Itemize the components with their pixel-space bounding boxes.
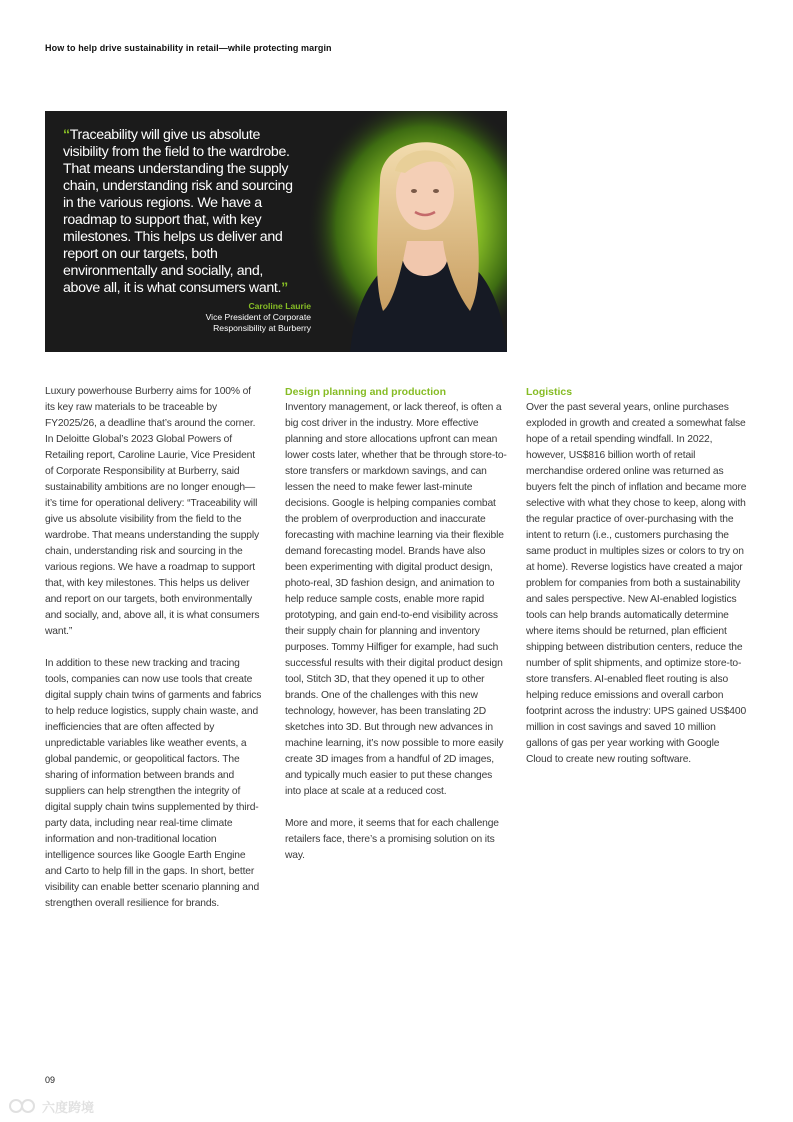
body-column-3 — [526, 384, 748, 784]
body-paragraph: More and more, it seems that for each challenge retailers face, there’s a promising solution on its way. — [285, 818, 499, 861]
quote-line: report on our targets, both — [63, 246, 218, 262]
quote-line: milestones. This helps us deliver and — [63, 229, 283, 245]
quote-open-mark: “ — [63, 127, 70, 143]
quote-attribution — [206, 301, 311, 334]
quote-close-mark: ” — [281, 280, 288, 296]
body-column-2 — [285, 384, 507, 880]
quote-line: chain, understanding risk and sourcing — [63, 178, 293, 194]
attribution-role: Vice President of Corporate — [205, 312, 311, 322]
running-head-title: How to help drive sustainability in retail—while protecting margin — [45, 43, 332, 53]
section-heading-logistics: Logistics — [526, 386, 573, 398]
page-number: 09 — [45, 1075, 56, 1085]
body-paragraph: Over the past several years, online purchases exploded in growth and created a somewhat false hope of a retail spending windfall. In 2022, however, US$816 billion worth of retail merchandise ordered online was returned as buyers felt the pinch of inflation and became more selective with what they chose to keep, along with the regular practice of over-purchasing with the intent to return (i.e., customers purchasing the same product in multiples sizes or colors to try on at home). Reverse logistics have created a major problem for companies from both a sustainability and sales perspective. New AI-enabled logistics tools can help brands automatically determine where items should be returned, plan efficient shipping between distribution centers, reduce the number of split shipments, and optimize store-to-store transfers. AI-enabled fleet routing is also helping reduce emissions and overall carbon footprint across the industry: UPS gained US$400 million in cost savings and saved 10 million gallons of gas per year working with Google Cloud to create new routing software. — [526, 402, 747, 765]
pull-quote-panel — [45, 111, 507, 352]
quote-line: environmentally and socially, and, — [63, 263, 263, 279]
quote-line: Traceability will give us absolute — [69, 127, 260, 143]
attribution-role: Responsibility at Burberry — [213, 323, 311, 333]
body-paragraph: Luxury powerhouse Burberry aims for 100% of its key raw materials to be traceable by FY2025/26, a deadline that’s around the corner. In Deloitte Global’s 2023 Global Powers of Retailing report, Caroline Laurie, Vice President of Corporate Responsibility at Burberry, said sustainability ambitions are no longer enough—it’s time for operational delivery: “Traceability will give us absolute visibility from the field to the wardrobe. That means understanding the supply chain, understanding risk and sourcing in the various regions. We have a roadmap to support that, with key milestones. This helps us deliver and report on our targets, both environmentally and socially, and, above all, it is what consumers want.” — [45, 386, 260, 637]
quote-line: visibility from the field to the wardrobe. — [63, 144, 290, 160]
body-paragraph: In addition to these new tracking and tracing tools, companies can now use tools that create digital supply chain twins of garments and fabrics to help reduce logistics, supply chain waste, and inefficiencies that are often affected by unpredictable variables like weather events, a global pandemic, or geopolitical factors. The sharing of information between brands and suppliers can help strengthen the integrity of digital supply chain twins supplemented by third-party data, including near real-time climate information and non-traditional location intelligence sources like Google Earth Engine and Carto to help fill in the gaps. In short, better visibility can enable better scenario planning and strengthen overall resilience for brands. — [45, 658, 262, 909]
section-heading-design: Design planning and production — [285, 386, 446, 398]
pull-quote-text — [63, 127, 328, 297]
quote-line: in the various regions. We have a — [63, 195, 262, 211]
attribution-name: Caroline Laurie — [248, 301, 311, 311]
quote-line: That means understanding the supply — [63, 161, 289, 177]
quote-line: above all, it is what consumers want. — [63, 280, 282, 296]
watermark-text: 六度跨境 — [42, 1099, 95, 1115]
body-column-1 — [45, 384, 263, 928]
watermark — [8, 1096, 94, 1116]
watermark-logo-icon — [8, 1098, 38, 1114]
quote-line: roadmap to support that, with key — [63, 212, 262, 228]
body-paragraph: Inventory management, or lack thereof, is often a big cost driver in the industry. More effective planning and store allocations upfront can mean lower costs later, whether that be through store-to-store transfers or markdown savings, and can lessen the need to make fewer last-minute decisions. Google is helping companies combat the problem of overproduction and inaccurate forecasting with machine learning via their flexible demand forecasting model. Brands have also been experimenting with digital product design, photo-real, 3D fashion design, and animation to help reduce sample costs, enable more rapid prototyping, and gain end-to-end visibility across their supply chain for planning and inventory purposes. Tommy Hilfiger for example, had such successful results with their digital product design tool, Stitch 3D, that they opened it up to other brands. One of the challenges with this new technology, however, has been translating 2D sketches into 3D. But through new advances in machine learning, it’s now possible to more easily create 3D images from a handful of 2D images, and typically much easier to put these changes into place at scale at a reduced cost. — [285, 402, 507, 797]
